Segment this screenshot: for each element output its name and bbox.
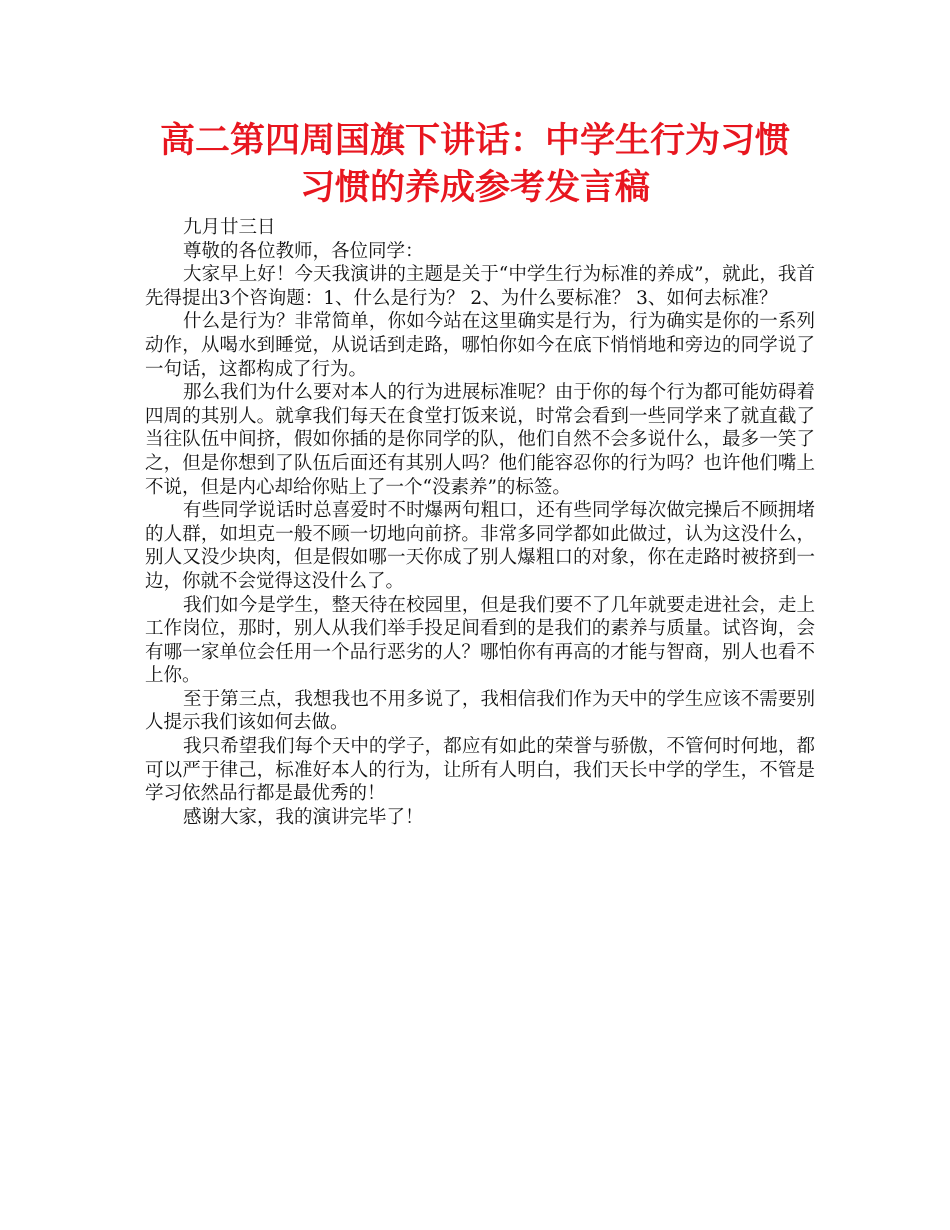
document-title xyxy=(120,118,830,212)
title-line-1: 高二第四周国旗下讲话：中学生行为习惯 xyxy=(159,121,790,161)
document-body xyxy=(145,216,815,829)
date-line: 九月廿三日 xyxy=(183,217,276,238)
paragraph: 至于第三点，我想我也不用多说了，我相信我们作为天中的学生应该不需要别人提示我们该如何去做。 xyxy=(145,688,815,734)
title-line-2: 习惯的养成参考发言稿 xyxy=(299,168,650,208)
paragraph: 什么是行为？非常简单，你如今站在这里确实是行为，行为确实是你的一系列动作，从喝水到睡觉，从说话到走路，哪怕你如今在底下悄悄地和旁边的同学说了一句话，这都构成了行为。 xyxy=(145,311,815,380)
paragraph: 有些同学说话时总喜爱时不时爆两句粗口，还有些同学每次做完操后不顾拥堵的人群，如坦克一般不顾一切地向前挤。非常多同学都如此做过，认为这没什么，别人又没少块肉，但是假如哪一天你成了别人爆粗口的对象，你在走路时被挤到一边，你就不会觉得这没什么了。 xyxy=(145,500,815,592)
paragraph: 我们如今是学生，整天待在校园里，但是我们要不了几年就要走进社会，走上工作岗位，那时，别人从我们举手投足间看到的是我们的素养与质量。试咨询，会有哪一家单位会任用一个品行恶劣的人？哪怕你有再高的才能与智商，别人也看不上你。 xyxy=(145,594,815,687)
paragraph: 大家早上好！今天我演讲的主题是关于“中学生行为标准的养成”，就此，我首先得提出3个咨询题：1、什么是行为？ 2、为什么要标准？ 3、如何去标准？ xyxy=(145,264,815,309)
paragraph: 我只希望我们每个天中的学子，都应有如此的荣誉与骄傲，不管何时何地，都可以严于律己，标准好本人的行为，让所有人明白，我们天长中学的学生，不管是学习依然品行都是最优秀的！ xyxy=(145,736,815,805)
closing-line: 感谢大家，我的演讲完毕了！ xyxy=(183,806,424,828)
paragraph: 那么我们为什么要对本人的行为进展标准呢？由于你的每个行为都可能妨碍着四周的其别人。就拿我们每天在食堂打饭来说，时常会看到一些同学来了就直截了当往队伍中间挤，假如你插的是你同学的队，他们自然不会多说什么，最多一笑了之，但是你想到了队伍后面还有其别人吗？他们能容忍你的行为吗？也许他们嘴上不说，但是内心却给你贴上了一个“没素养”的标签。 xyxy=(145,382,815,498)
greeting-line: 尊敬的各位教师，各位同学： xyxy=(183,240,424,262)
